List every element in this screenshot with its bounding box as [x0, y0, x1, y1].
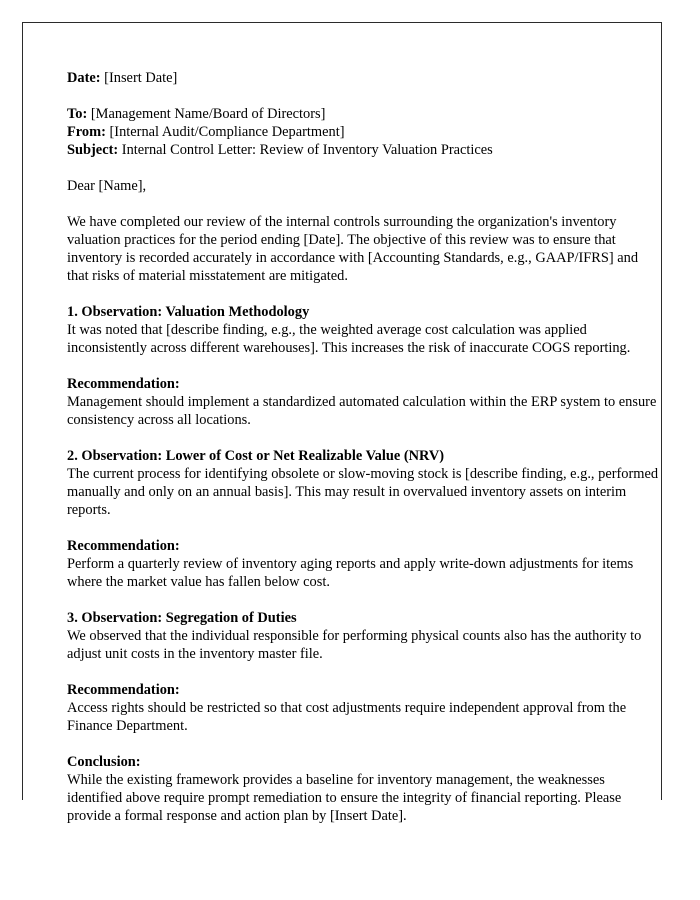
section-3-recommendation-label: Recommendation: [67, 682, 180, 698]
subject-value: Internal Control Letter: Review of Inventory Valuation Practices [121, 142, 493, 158]
to-value: [Management Name/Board of Directors] [90, 106, 326, 122]
section-2-heading: 2. Observation: Lower of Cost or Net Realizable Value (NRV) [67, 448, 445, 464]
conclusion-heading: Conclusion: [67, 754, 141, 770]
conclusion-body: While the existing framework provides a baseline for inventory management, the weaknesses identified above require prompt remediation to ensure the integrity of financial reporting. Please provide a formal response and action plan by [Insert Date]. [67, 772, 622, 824]
subject-label: Subject: [67, 142, 119, 158]
from-value: [Internal Audit/Compliance Department] [109, 124, 345, 140]
section-2-recommendation [67, 537, 663, 591]
intro-block [67, 213, 663, 285]
section-3-observation [67, 609, 663, 663]
section-1-body: It was noted that [describe finding, e.g., the weighted average cost calculation was applied inconsistently across different warehouses]. This increases the risk of inaccurate COGS reporting. [67, 322, 631, 356]
section-1-recommendation-label: Recommendation: [67, 376, 180, 392]
date-value: [Insert Date] [104, 70, 178, 86]
section-2-recommendation-body: Perform a quarterly review of inventory aging reports and apply write-down adjustments for items where the market value has fallen below cost. [67, 556, 634, 590]
from-label: From: [67, 124, 106, 140]
to-line [67, 105, 663, 123]
from-line [67, 123, 663, 141]
section-2-recommendation-label: Recommendation: [67, 538, 180, 554]
to-label: To: [67, 106, 88, 122]
date-block [67, 69, 663, 87]
document-page [22, 22, 662, 824]
section-1-heading: 1. Observation: Valuation Methodology [67, 304, 310, 320]
section-3-recommendation-body: Access rights should be restricted so that cost adjustments require independent approval from the Finance Department. [67, 700, 627, 734]
subject-line [67, 141, 663, 159]
section-3-recommendation [67, 681, 663, 735]
section-1-recommendation-body: Management should implement a standardized automated calculation within the ERP system to ensure consistency across all locations. [67, 394, 657, 428]
date-line [67, 69, 663, 87]
letter-content [67, 69, 663, 825]
section-3-body: We observed that the individual responsible for performing physical counts also has the authority to adjust unit costs in the inventory master file. [67, 628, 642, 662]
section-2-observation [67, 447, 663, 519]
date-label: Date: [67, 70, 101, 86]
section-2-body: The current process for identifying obsolete or slow-moving stock is [describe finding, e.g., performed manually and only on an annual basis]. This may result in overvalued inventory assets on interim reports. [67, 466, 659, 518]
addressing-block [67, 105, 663, 159]
salutation: Dear [Name], [67, 178, 147, 194]
conclusion-block [67, 753, 663, 825]
section-1-observation [67, 303, 663, 357]
section-3-heading: 3. Observation: Segregation of Duties [67, 610, 297, 626]
salutation-block [67, 177, 663, 195]
section-1-recommendation [67, 375, 663, 429]
intro-paragraph: We have completed our review of the internal controls surrounding the organization's inventory valuation practices for the period ending [Date]. The objective of this review was to ensure that inventory is recorded accurately in accordance with [Accounting Standards, e.g., GAAP/IFRS] and that risks of material misstatement are mitigated. [67, 214, 639, 284]
